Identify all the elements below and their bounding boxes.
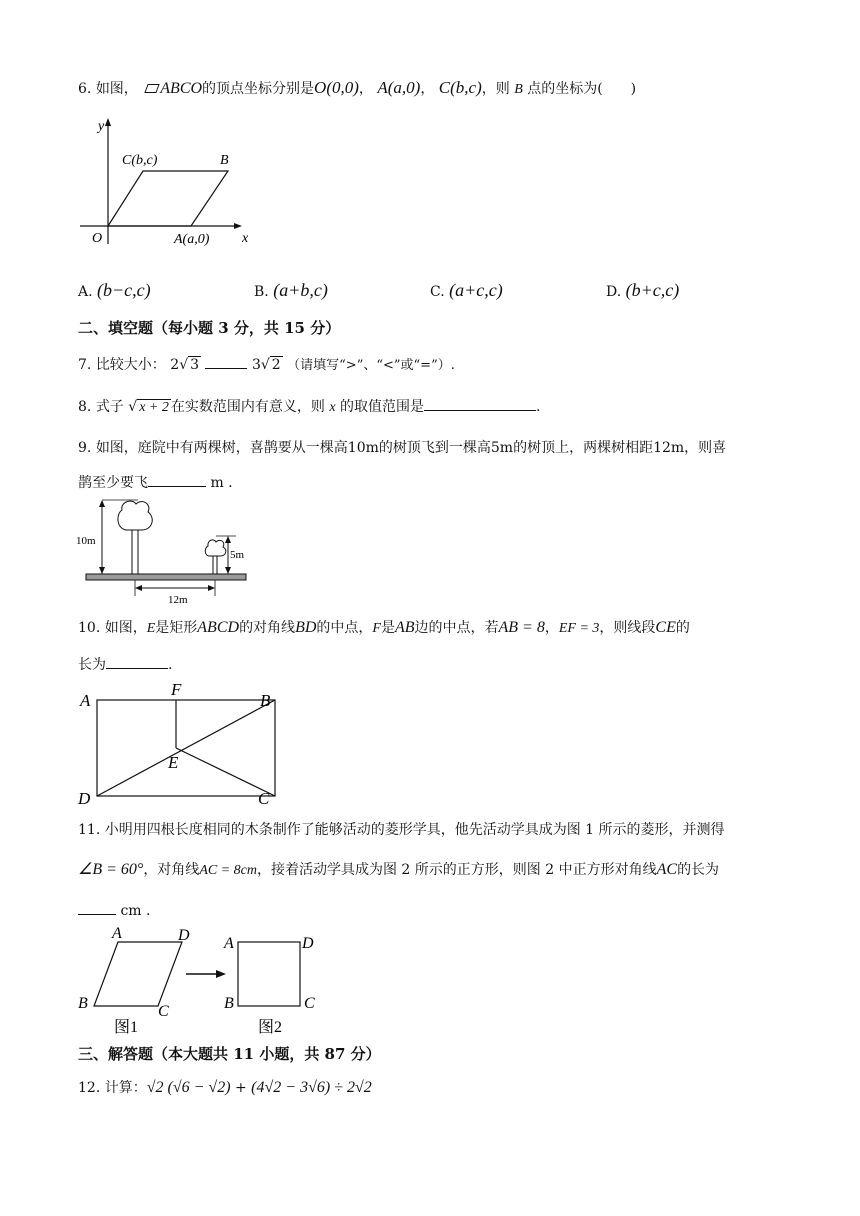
square-figure2 [238,942,300,1006]
q11-line2 [78,860,719,881]
q6-text: 点的坐标为( ) [527,81,637,97]
q6-text: 如图， [95,81,138,97]
caption-figure1: 图1 [114,1019,139,1036]
x-label: x [242,231,249,246]
option-value: (a+c,c) [449,280,503,300]
q7-text: 比较大小： [95,357,166,373]
tree-tall-trunk [132,530,138,574]
point-a-label: A(a,0) [174,232,210,247]
tree-short-icon [205,540,226,556]
option-letter: A. [78,284,93,300]
q7-text: （请填写“>”、“<”或“=”）. [287,358,455,373]
q10-f: F [372,621,381,636]
option-letter: B. [254,284,269,300]
q12-plus: + [234,1080,247,1096]
label-d: D [78,789,91,808]
q6-point-c: C(b,c) [438,78,482,97]
q11-text: 的长为 [677,862,720,878]
arrow-down-icon [99,567,105,574]
q6-stem: 6. 如图， ABCO的顶点坐标分别是O(0,0)， A(a,0)， C(b,c)，则 B 点的坐标为( ) [78,78,637,97]
ground [86,574,246,580]
sqrt-icon: √ [179,357,189,373]
section-heading: 二、填空题（每小题 3 分，共 15 分） [78,319,341,337]
q8-text: 在实数范围内有意义，则 [170,399,325,415]
q10-end: . [168,657,173,673]
q11-text: 小明用四根长度相同的木条制作了能够活动的菱形学具，他先活动学具成为图 1 所示的菱形，并测得 [104,822,725,838]
q10-text: 如图， [104,620,147,636]
q8-number: 8. [78,399,92,415]
q10-text: 的中点， [316,620,373,636]
parallelogram-symbol-icon [145,84,160,93]
q11-angle: ∠B = 60° [78,861,144,878]
arrow-up-icon [225,536,231,543]
q9-number: 9. [78,440,92,456]
parallelogram [108,171,228,226]
q6-option-a[interactable] [78,280,151,301]
option-letter: C. [430,284,445,300]
option-value: (b−c,c) [97,280,151,300]
rhombus-figure1 [94,942,182,1006]
q6-figure [78,114,258,250]
q12-stem [78,1078,372,1098]
q11-line3 [78,900,150,921]
q10-bd: BD [295,619,317,636]
fig2-label-a: A [224,935,234,952]
height-label-5m: 5m [230,549,245,561]
q9-line2 [78,472,233,493]
q11-text: ，对角线 [143,862,200,878]
q6-option-b[interactable] [254,280,328,301]
q10-text: ，则线段 [599,620,656,636]
x-axis-arrow-icon [234,223,242,229]
q8-variable: x [329,400,336,415]
q11-text: ，接着活动学具成为图 2 所示的正方形，则图 2 中正方形对角线 [256,862,657,878]
label-b: B [260,691,271,710]
q8-radicand: x + 2 [139,400,169,415]
q6-point-b: B [514,82,523,97]
q6-point-a: A(a,0) [377,78,421,97]
arrow-up-icon [99,500,105,507]
fig2-label-c: C [304,995,315,1012]
fig1-label-a: A [112,925,122,942]
q8-text: 的取值范围是 [339,399,424,415]
q6-shape: ABCO [160,80,203,97]
q10-text: 的 [675,620,690,636]
q7-left-radicand: 3 [190,357,200,373]
q12-number: 12. [78,1080,101,1096]
fig1-label-c: C [158,1003,169,1020]
q6-number: 6. [78,81,92,97]
q10-answer-blank[interactable] [106,654,168,669]
label-a: A [80,691,91,710]
q8-text: 式子 [95,399,124,415]
q7-stem [78,354,455,376]
q9-line1 [78,438,726,458]
arrow-right-icon [216,970,226,978]
q6-option-d[interactable] [606,280,679,301]
q10-text: 的对角线 [239,620,296,636]
section-heading: 三、解答题（本大题共 11 小题，共 87 分） [78,1045,381,1063]
q12-text: 计算： [104,1080,147,1096]
q7-answer-blank[interactable] [205,354,247,369]
q7-left-coef: 2 [170,357,180,373]
distance-label-12m: 12m [168,594,188,606]
q10-ab: AB [394,619,415,636]
q10-text: 边的中点，若 [414,620,499,636]
tree-short-trunk [213,556,217,574]
q9-figure [76,496,252,606]
q11-figure [74,924,334,1040]
point-b-label: B [220,153,229,168]
q7-right-radicand: 2 [271,357,281,373]
origin-label: O [92,231,103,246]
q6-text: ，则 [481,81,510,97]
q10-sep: ， [544,620,559,636]
q9-unit: m . [210,475,233,491]
diagonal-bd [97,700,275,796]
fig2-label-d: D [302,935,314,952]
y-axis-arrow-icon [105,118,111,126]
point-c-label: C(b,c) [122,153,158,168]
q10-condition-ef: EF = 3 [558,621,600,636]
q8-stem [78,396,540,418]
q8-end: . [535,399,541,415]
q6-text: 的顶点坐标分别是 [202,81,315,97]
label-c: C [258,789,270,808]
q7-number: 7. [78,357,92,373]
sqrt-icon: √ [128,399,138,415]
label-f: F [171,680,182,699]
q7-right-coef: 3 [251,357,261,373]
fig2-label-b: B [224,995,234,1012]
option-letter: D. [606,284,622,300]
sqrt-icon: √ [260,357,270,373]
q10-text: 是 [380,620,395,636]
fig1-label-d: D [178,927,190,944]
q10-rect: ABCD [197,619,240,636]
arrow-right-icon [208,585,215,591]
q11-ac: AC [656,861,678,878]
q10-line2 [78,654,172,675]
arrow-down-icon [225,567,231,574]
q10-line1 [78,618,690,639]
q12-expression-b: (4√2 − 3√6) ÷ 2√2 [251,1079,372,1096]
q11-number: 11. [78,822,101,838]
q10-condition-ab: AB = 8 [498,619,545,636]
q9-text: 鹊至少要飞 [78,475,148,491]
q10-text: 长为 [78,657,106,673]
q10-ce: CE [655,619,676,636]
option-value: (b+c,c) [625,280,680,300]
q11-line1 [78,820,725,840]
q10-text: 是矩形 [155,620,198,636]
height-label-10m: 10m [76,535,96,547]
q11-diagonal: AC = 8cm [199,863,257,878]
q8-answer-blank[interactable] [424,396,536,411]
caption-figure2: 图2 [258,1019,283,1036]
arrow-left-icon [135,585,142,591]
fig1-label-b: B [78,995,88,1012]
q6-point-o: O(0,0) [314,78,359,97]
q10-number: 10. [78,620,101,636]
q12-expression-a: √2 (√6 − √2) [146,1079,231,1096]
y-label: y [98,119,105,134]
q10-figure [76,680,282,808]
tree-tall-icon [118,501,152,530]
q9-answer-blank[interactable] [148,472,206,487]
q11-answer-blank[interactable] [78,900,116,915]
q11-unit: cm . [120,903,151,919]
q6-option-c[interactable] [430,280,503,301]
q10-e: E [146,621,156,636]
q9-text: 如图，庭院中有两棵树，喜鹊要从一棵高10m的树顶飞到一棵高5m的树顶上，两棵树相距12m，则喜 [95,440,727,456]
label-e: E [168,753,179,772]
option-value: (a+b,c) [273,280,328,300]
